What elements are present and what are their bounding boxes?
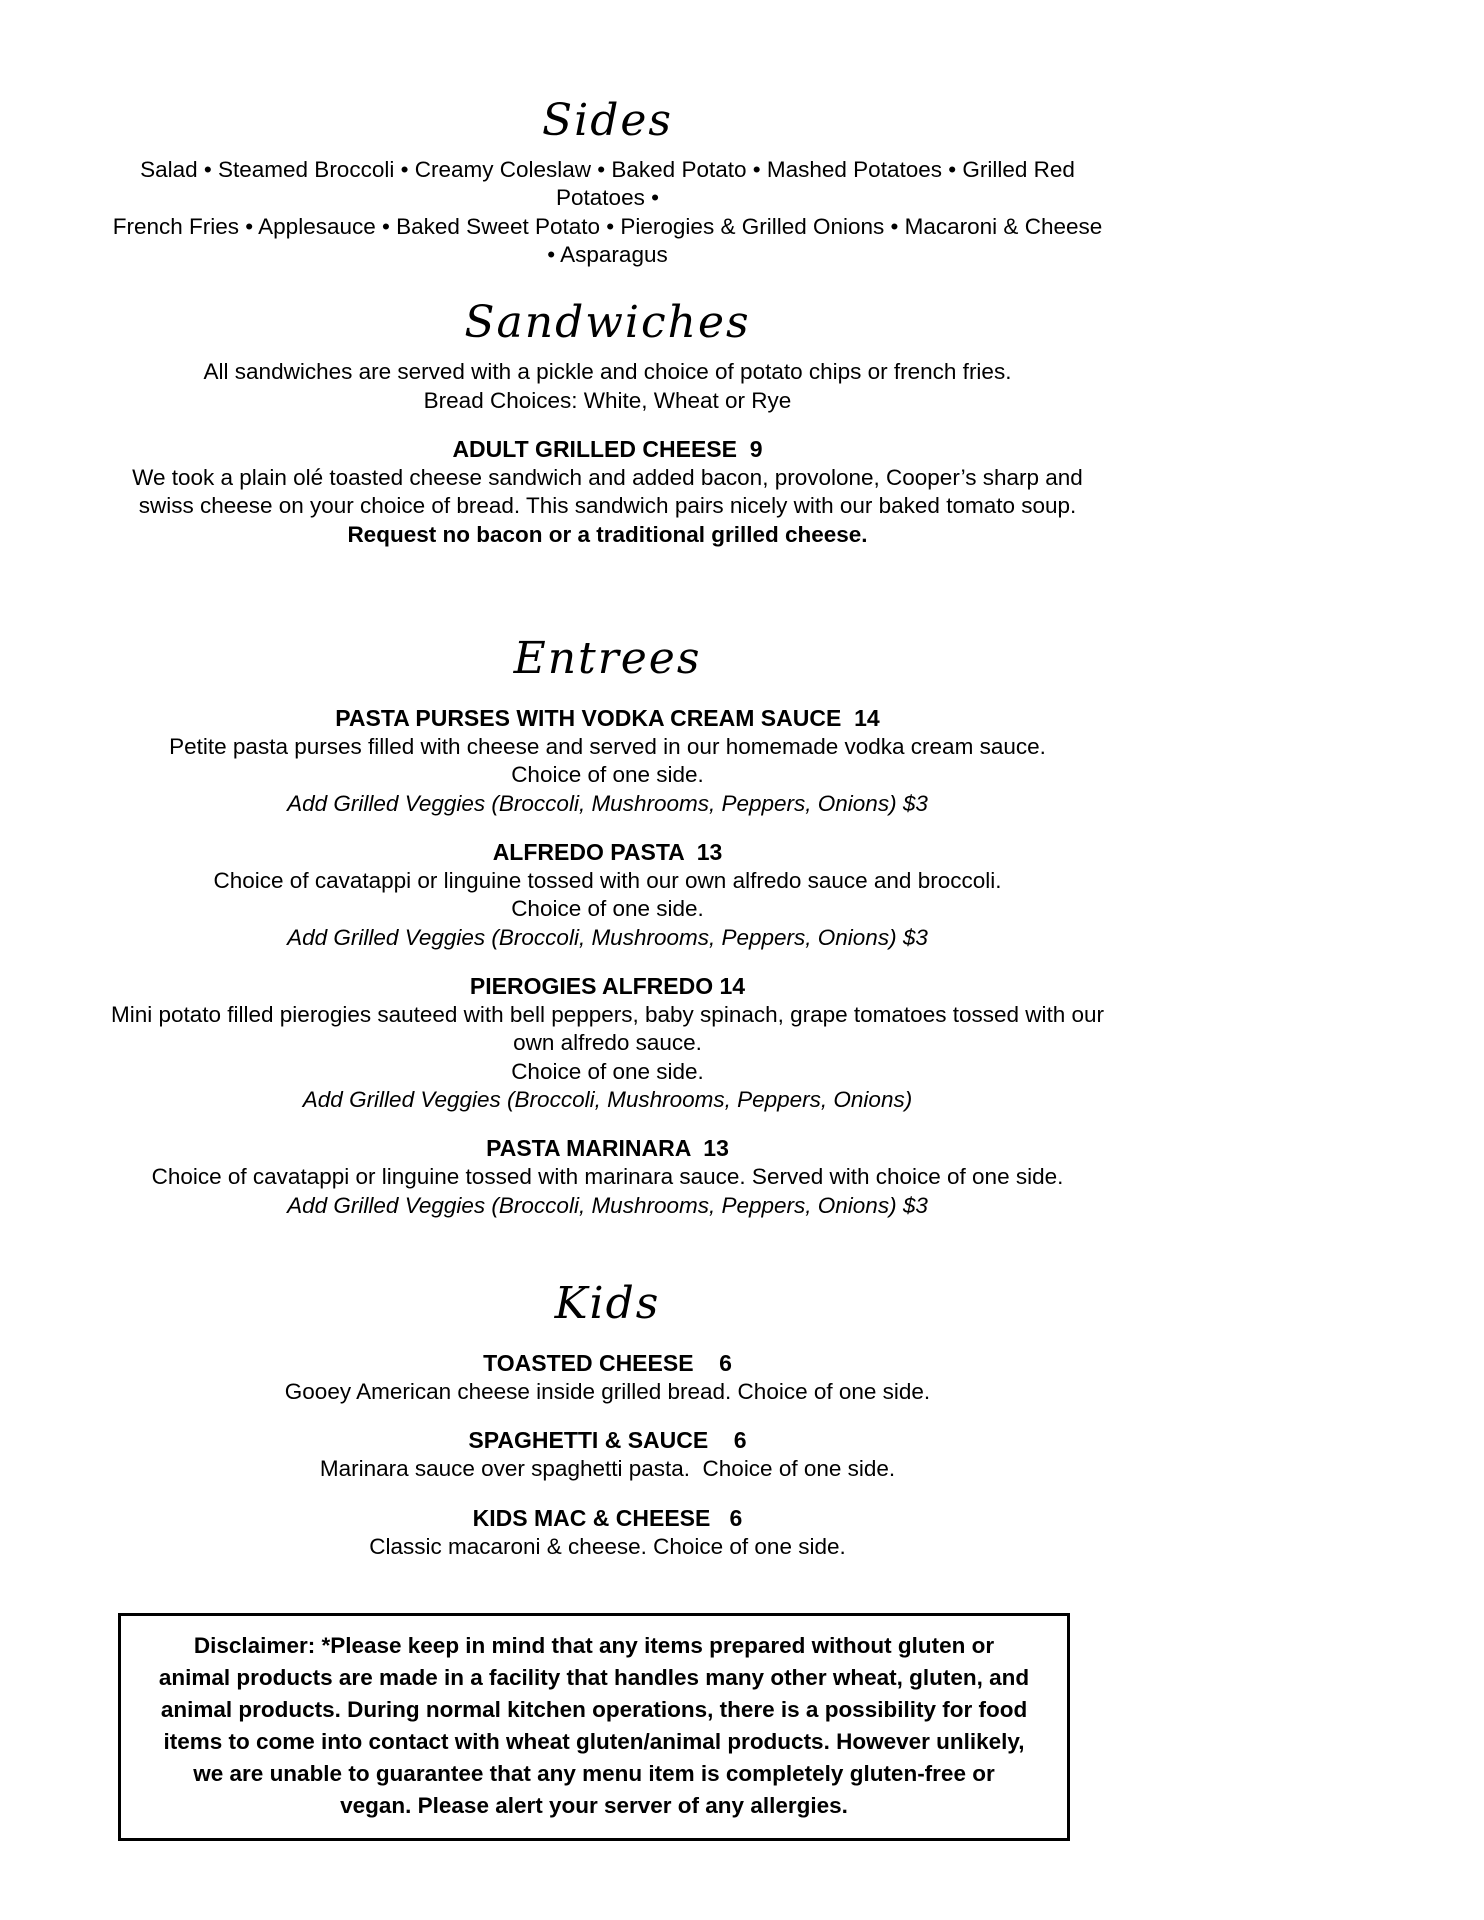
item-addon-note: Add Grilled Veggies (Broccoli, Mushrooms, Peppers, Onions) bbox=[302, 1087, 913, 1113]
sandwiches-note-line-2: Bread Choices: White, Wheat or Rye bbox=[423, 387, 792, 413]
item-name: PASTA PURSES WITH VODKA CREAM SAUCE 14 bbox=[335, 705, 880, 732]
sides-list-line-2: French Fries • Applesauce • Baked Sweet Potato • Pierogies & Grilled Onions • Macaroni & Cheese • Asparagus bbox=[112, 213, 1103, 268]
section-entrees bbox=[110, 633, 1111, 1220]
sides-list-line-1: Salad • Steamed Broccoli • Creamy Coleslaw • Baked Potato • Mashed Potatoes • Grilled Red Potatoes • bbox=[140, 157, 1075, 211]
item-side-note: Choice of one side. bbox=[511, 896, 704, 922]
section-title-sandwiches: Sandwiches bbox=[464, 297, 751, 349]
section-title-entrees: Entrees bbox=[513, 633, 702, 685]
item-name: KIDS MAC & CHEESE 6 bbox=[472, 1504, 743, 1531]
section-title-kids: Kids bbox=[554, 1278, 661, 1330]
item-bold-note: Request no bacon or a traditional grilled cheese. bbox=[347, 521, 868, 547]
section-sandwiches bbox=[110, 297, 1105, 549]
item-addon-note: Add Grilled Veggies (Broccoli, Mushrooms, Peppers, Onions) $3 bbox=[287, 924, 928, 950]
item-name: SPAGHETTI & SAUCE 6 bbox=[468, 1427, 747, 1454]
sandwiches-note bbox=[110, 358, 1105, 415]
sides-list bbox=[110, 156, 1105, 269]
menu-content bbox=[110, 95, 1111, 1841]
menu-item-kids-mac-cheese bbox=[110, 1504, 1105, 1561]
item-desc: Mini potato filled pierogies sauteed with bell peppers, baby spinach, grape tomatoes tossed with our own alfredo sauce. bbox=[110, 1002, 1111, 1056]
item-desc: Choice of cavatappi or linguine tossed with marinara sauce. Served with choice of one side. bbox=[151, 1164, 1064, 1190]
item-name: ADULT GRILLED CHEESE 9 bbox=[452, 436, 763, 463]
item-desc: Choice of cavatappi or linguine tossed with our own alfredo sauce and broccoli. bbox=[213, 868, 1002, 894]
item-desc: Classic macaroni & cheese. Choice of one side. bbox=[369, 1533, 846, 1559]
item-addon-note: Add Grilled Veggies (Broccoli, Mushrooms, Peppers, Onions) $3 bbox=[287, 1192, 928, 1218]
item-side-note: Choice of one side. bbox=[511, 1058, 704, 1084]
sandwiches-note-line-1: All sandwiches are served with a pickle and choice of potato chips or french fries. bbox=[203, 359, 1012, 385]
menu-item-alfredo-pasta bbox=[110, 838, 1105, 952]
item-name: TOASTED CHEESE 6 bbox=[483, 1350, 732, 1377]
section-title-sides: Sides bbox=[542, 95, 673, 146]
item-name: PASTA MARINARA 13 bbox=[486, 1135, 729, 1162]
item-desc: Petite pasta purses filled with cheese and served in our homemade vodka cream sauce. bbox=[169, 734, 1046, 760]
item-desc: Marinara sauce over spaghetti pasta. Choice of one side. bbox=[319, 1456, 896, 1482]
menu-item-adult-grilled-cheese bbox=[110, 435, 1105, 549]
section-sides bbox=[110, 95, 1105, 269]
section-kids bbox=[110, 1278, 1105, 1561]
item-name: PIEROGIES ALFREDO 14 bbox=[469, 973, 746, 1000]
menu-item-toasted-cheese bbox=[110, 1349, 1105, 1406]
item-side-note: Choice of one side. bbox=[511, 762, 704, 788]
menu-item-pasta-marinara bbox=[110, 1134, 1105, 1220]
menu-item-spaghetti-sauce bbox=[110, 1426, 1105, 1483]
item-name: ALFREDO PASTA 13 bbox=[492, 839, 723, 866]
disclaimer-box: Disclaimer: *Please keep in mind that any items prepared without gluten or animal products are made in a facility that handles many other wheat, gluten, and animal products. During normal kitchen operations, there is a possibility for food items to come into contact with wheat gluten/animal products. However unlikely, we are unable to guarantee that any menu item is completely gluten-free or vegan. Please alert your server of any allergies. bbox=[118, 1613, 1070, 1841]
item-addon-note: Add Grilled Veggies (Broccoli, Mushrooms, Peppers, Onions) $3 bbox=[287, 790, 928, 816]
item-desc: We took a plain olé toasted cheese sandwich and added bacon, provolone, Cooper’s sharp and swiss cheese on your choice of bread. This sandwich pairs nicely with our baked tomato soup. bbox=[132, 465, 1090, 519]
menu-item-pasta-purses bbox=[110, 704, 1105, 818]
item-desc: Gooey American cheese inside grilled bread. Choice of one side. bbox=[284, 1379, 931, 1405]
menu-item-pierogies-alfredo bbox=[110, 972, 1111, 1114]
